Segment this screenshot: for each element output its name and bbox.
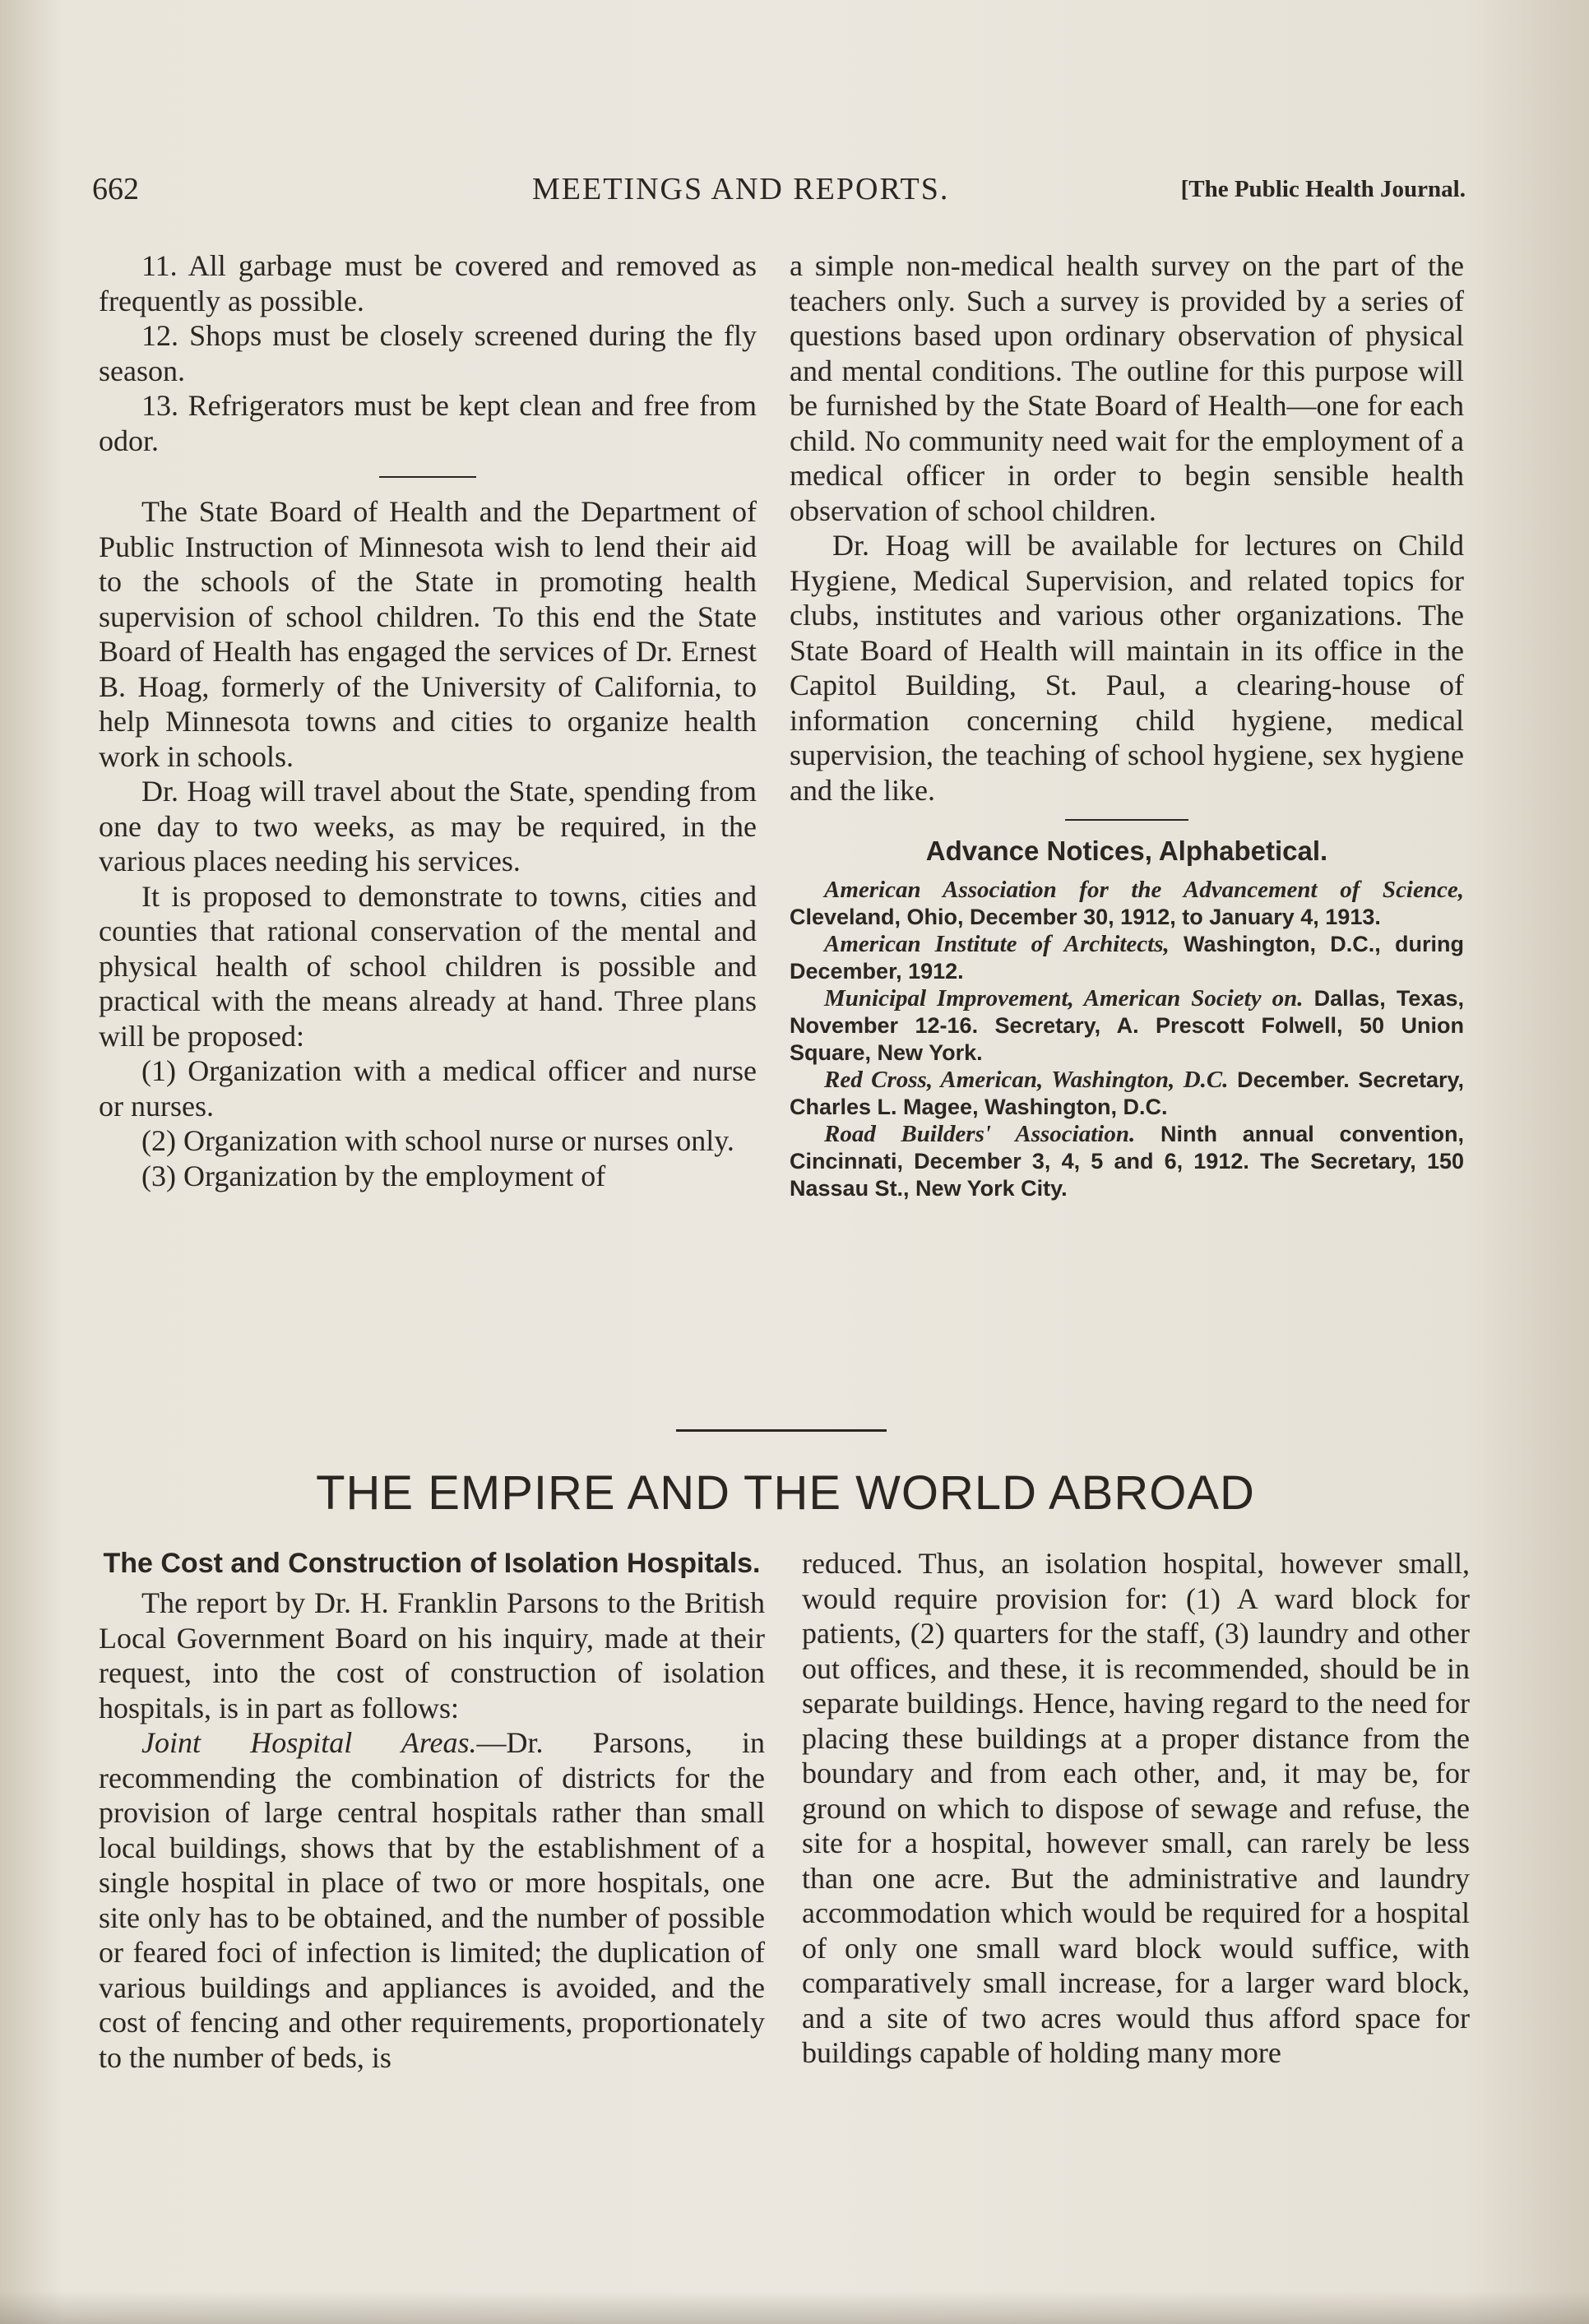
column-left-bottom — [99, 1546, 765, 2075]
paragraph: Dr. Hoag will travel about the State, spending from one day to two weeks, as may be required, in the various places needing his services. — [99, 775, 757, 877]
article-title: The Cost and Construction of Isolation Hospitals. — [103, 1548, 761, 1579]
paragraph: (1) Organization with a medical officer and nurse or nurses. — [99, 1054, 757, 1123]
section-title: THE EMPIRE AND THE WORLD ABROAD — [316, 1466, 1255, 1520]
paragraph — [99, 1725, 765, 2075]
page-edge-shadow — [0, 2291, 1589, 2324]
subheading-italic: Joint Hospital Areas. — [141, 1726, 477, 1759]
notice-text: Washington, D.C., during December, 1912. — [790, 932, 1464, 984]
journal-name: [The Public Health Journal. — [1180, 176, 1466, 202]
paragraph: reduced. Thus, an isolation hospital, however small, would require provision for: (1) A ward block for patients, (2) quarters for the staff, (3) laundry and other out offices, and these, it is recommended, should be in separate buildings. Hence, having regard to the need for placing these buildings at a proper distance from the boundary and from each other, and, it may be, for ground on which to dispose of sewage and refuse, the site for a hospital, however small, can rarely be less than one acre. But the administrative and laundry accommodation which would be required for a hospital of only one small ward block would suffice, with comparatively small increase, for a larger ward block, and a site of two acres would thus afford space for buildings capable of holding many more — [802, 1547, 1470, 2069]
paragraph: It is proposed to demonstrate to towns, cities and counties that rational conservation of the mental and physical health of school children is possible and practical with the means already at hand. Three plans will be proposed: — [99, 879, 757, 1053]
page-number: 662 — [92, 172, 139, 206]
notice-org: American Institute of Architects, — [824, 931, 1170, 957]
paragraph: (3) Organization by the employment of — [141, 1159, 606, 1192]
notice-text: Ninth annual convention, Cincinnati, December 3, 4, 5 and 6, 1912. The Secretary, 150 Nassau St., New York City. — [790, 1122, 1465, 1201]
list-item: 13. Refrigerators must be kept clean and free from odor. — [99, 389, 757, 457]
notice-text: Cleveland, Ohio, December 30, 1912, to January 4, 1913. — [790, 905, 1381, 929]
paragraph-text: —Dr. Parsons, in recommending the combination of districts for the provision of large central hospitals rather than small local buildings, shows that by the establishment of a single hospital in place of two or more hospitals, one site only has to be obtained, and the number of possible or feared foci of infection is limited; the duplication of various buildings and appliances is avoided, and the cost of fencing and other requirements, proportionately to the number of beds, is — [99, 1726, 766, 2074]
divider — [379, 476, 476, 478]
notice-item — [790, 931, 1464, 985]
paragraph: The State Board of Health and the Department of Public Instruction of Minnesota wish to lend their aid to the schools of the State in promoting health supervision of school children. To this end the State Board of Health has engaged the services of Dr. Ernest B. Hoag, formerly of the University of California, to help Minnesota towns and cities to organize health work in schools. — [99, 495, 757, 773]
notices-heading: Advance Notices, Alphabetical. — [925, 836, 1328, 866]
notice-item — [790, 877, 1464, 931]
paragraph: The report by Dr. H. Franklin Parsons to the British Local Government Board on his inquiry, made at their request, into the cost of construction of isolation hospitals, is in part as follows: — [99, 1586, 765, 1724]
notice-item — [790, 985, 1464, 1067]
notice-org: Red Cross, American, Washington, D.C. — [824, 1067, 1229, 1093]
notice-org: Municipal Improvement, American Society on. — [824, 985, 1304, 1012]
notice-org: American Association for the Advancement of Science, — [824, 877, 1464, 903]
column-right-top — [790, 248, 1464, 1202]
notice-text: Dallas, Texas, November 12-16. Secretary, A. Prescott Folwell, 50 Union Square, New York. — [790, 986, 1464, 1065]
notice-text: December. Secretary, Charles L. Magee, Washington, D.C. — [790, 1067, 1464, 1119]
divider — [1065, 819, 1188, 821]
notice-item — [790, 1121, 1464, 1202]
list-item: 11. All garbage must be covered and removed as frequently as possible. — [99, 249, 757, 317]
notice-org: Road Builders' Association. — [824, 1121, 1136, 1147]
page-header — [92, 171, 1466, 207]
running-head: MEETINGS AND REPORTS. — [532, 172, 950, 206]
column-right-bottom — [802, 1546, 1470, 2071]
column-left-top — [99, 248, 757, 1193]
paragraph: (2) Organization with school nurse or nurses only. — [141, 1124, 734, 1157]
paragraph: Dr. Hoag will be available for lectures on Child Hygiene, Medical Supervision, and related topics for clubs, institutes and various other organizations. The State Board of Health will maintain in its office in the Capitol Building, St. Paul, a clearing-house of information concerning child hygiene, medical supervision, the teaching of school hygiene, sex hygiene and the like. — [790, 529, 1464, 807]
notice-item — [790, 1067, 1464, 1121]
paragraph: a simple non-medical health survey on the part of the teachers only. Such a survey is provided by a series of questions based upon ordinary observation of physical and mental conditions. The outline for this purpose will be furnished by the State Board of Health—one for each child. No community need wait for the employment of a medical officer in order to begin sensible health observation of school children. — [790, 249, 1464, 527]
section-divider — [676, 1429, 887, 1432]
list-item: 12. Shops must be closely screened during the fly season. — [99, 319, 757, 387]
